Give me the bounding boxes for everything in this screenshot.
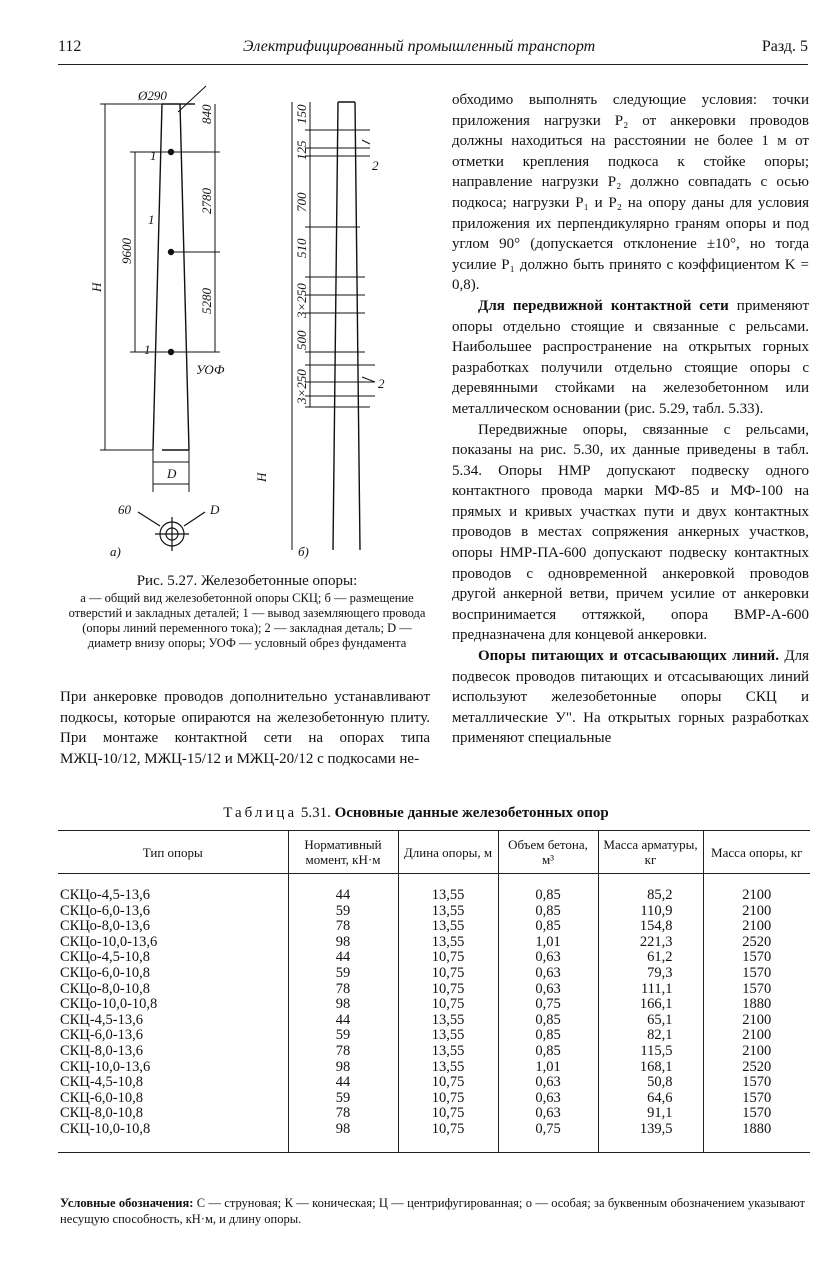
label-2-bottom: 2 xyxy=(378,376,385,391)
pole-type-cell: СКЦо-4,5-13,6 xyxy=(60,887,151,903)
label-2-top: 2 xyxy=(372,158,379,173)
table-cell: 10,75 xyxy=(398,982,498,998)
table-cell: 78 xyxy=(288,982,398,998)
table-cell: 0,63 xyxy=(498,1075,598,1091)
table-cell: 98 xyxy=(288,935,398,951)
column-header: Объем бетона, м³ xyxy=(498,831,598,874)
column-header: Тип опоры xyxy=(58,831,288,874)
table-cell: 78 xyxy=(288,919,398,935)
right-column xyxy=(452,90,809,749)
pole-type-cell: СКЦ-8,0-10,8 xyxy=(60,1105,143,1122)
table-note xyxy=(60,1195,805,1227)
table-cell: 2100 xyxy=(703,874,810,904)
table-cell: 59 xyxy=(288,1091,398,1107)
label-dim-840: 840 xyxy=(199,104,214,124)
table-cell: 139,5 xyxy=(598,1122,703,1152)
caption-body: а — общий вид железобетонной опоры СКЦ; б — размещение отверстий и закладных деталей; 1 — вывод заземляющего провода (опоры линий переменного тока); 2 — закладная деталь; D — диаметр внизу опоры; УОФ — условный обрез фундамента xyxy=(68,591,426,650)
table-cell: 154,8 xyxy=(598,919,703,935)
label-b-125: 125 xyxy=(294,140,309,160)
table-cell: 1,01 xyxy=(498,1060,598,1076)
table-cell: 65,1 xyxy=(598,1013,703,1029)
table-cell: 0,85 xyxy=(498,919,598,935)
table-cell: 111,1 xyxy=(598,982,703,998)
table-title xyxy=(0,805,832,822)
table-cell: 78 xyxy=(288,1106,398,1122)
cross-section xyxy=(138,512,205,551)
left-column xyxy=(60,687,430,769)
table-cell: 1570 xyxy=(703,950,810,966)
table-cell: 44 xyxy=(288,1013,398,1029)
pole-figure xyxy=(80,82,425,572)
table-body xyxy=(58,874,810,1153)
table-cell: 1880 xyxy=(703,997,810,1013)
table-cell: 0,63 xyxy=(498,982,598,998)
table-cell: 13,55 xyxy=(398,935,498,951)
table-cell: 1570 xyxy=(703,1091,810,1107)
table-cell: 2100 xyxy=(703,1044,810,1060)
table-cell: 1570 xyxy=(703,982,810,998)
table-cell: 13,55 xyxy=(398,919,498,935)
label-b-500: 500 xyxy=(294,330,309,350)
table-cell: 44 xyxy=(288,1075,398,1091)
running-title: Электрифицированный промышленный транспорт xyxy=(243,38,596,55)
table-cell: 0,85 xyxy=(498,1013,598,1029)
label-D-section: D xyxy=(210,502,220,517)
label-H-b: H xyxy=(254,472,269,482)
ground-point-2 xyxy=(168,249,174,255)
table-cell: 13,55 xyxy=(398,874,498,904)
label-diameter-top: Ø290 xyxy=(138,88,167,103)
table-cell: 2100 xyxy=(703,904,810,920)
table-cell: 0,75 xyxy=(498,997,598,1013)
table-row xyxy=(58,904,810,920)
table-cell: 59 xyxy=(288,1028,398,1044)
label-D-a: D xyxy=(167,466,177,481)
page-number: 112 xyxy=(58,38,82,55)
pole-type-cell: СКЦ-4,5-13,6 xyxy=(60,1011,143,1028)
table-cell: 82,1 xyxy=(598,1028,703,1044)
table-cell: 115,5 xyxy=(598,1044,703,1060)
table-cell: 2100 xyxy=(703,1028,810,1044)
table-cell: 2100 xyxy=(703,919,810,935)
table-cell: 98 xyxy=(288,997,398,1013)
caption-title: Рис. 5.27. Железобетонные опоры: xyxy=(136,573,358,589)
table-cell: 110,9 xyxy=(598,904,703,920)
table-cell: 10,75 xyxy=(398,966,498,982)
right-paragraph-4: Опоры питающих и отсасывающих линий. Для подвесок проводов питающих и отсасывающих линий используют железобетонные опоры СКЦ и металлические У". На открытых горных разработках применяют специальные xyxy=(452,648,810,747)
label-60: 60 xyxy=(118,502,131,517)
page-header xyxy=(58,38,808,60)
table-cell: 0,63 xyxy=(498,1091,598,1107)
table-cell: 0,75 xyxy=(498,1122,598,1152)
figure-b-pole xyxy=(333,102,360,550)
table-header-row xyxy=(58,831,810,874)
pole-type-cell: СКЦо-10,0-13,6 xyxy=(60,933,158,950)
label-1-top: 1 xyxy=(150,148,157,163)
table-cell: 10,75 xyxy=(398,1122,498,1152)
table-row xyxy=(58,966,810,982)
table-cell: 13,55 xyxy=(398,1060,498,1076)
table-row xyxy=(58,874,810,904)
table-cell: 59 xyxy=(288,904,398,920)
table-cell: 98 xyxy=(288,1060,398,1076)
table-cell: 13,55 xyxy=(398,904,498,920)
table-cell: 2100 xyxy=(703,1013,810,1029)
table-cell: 1570 xyxy=(703,966,810,982)
pole-type-cell: СКЦ-4,5-10,8 xyxy=(60,1074,143,1091)
section-label: Разд. 5 xyxy=(761,38,808,55)
table-cell: 10,75 xyxy=(398,950,498,966)
table-cell: 0,63 xyxy=(498,1106,598,1122)
ground-marks xyxy=(168,149,174,355)
header-rule xyxy=(58,64,808,65)
table-cell: 10,75 xyxy=(398,997,498,1013)
pole-type-cell: СКЦо-6,0-13,6 xyxy=(60,902,151,919)
table-row xyxy=(58,1091,810,1107)
pole-type-cell: СКЦ-10,0-13,6 xyxy=(60,1058,151,1075)
figure-a-pole xyxy=(153,104,195,450)
table-cell: 0,63 xyxy=(498,950,598,966)
table-cell: 1,01 xyxy=(498,935,598,951)
table-cell: 98 xyxy=(288,1122,398,1152)
pole-type-cell: СКЦо-8,0-10,8 xyxy=(60,980,151,997)
label-b-510: 510 xyxy=(294,238,309,258)
table-cell: 91,1 xyxy=(598,1106,703,1122)
label-1-mid: 1 xyxy=(148,212,155,227)
table-cell: 59 xyxy=(288,966,398,982)
label-dim-2780: 2780 xyxy=(199,188,214,214)
table-number: 5.31. xyxy=(300,805,331,821)
table-cell: 64,6 xyxy=(598,1091,703,1107)
pole-type-cell: СКЦ-10,0-10,8 xyxy=(60,1120,151,1137)
table-cell: 85,2 xyxy=(598,874,703,904)
data-table xyxy=(58,830,810,1153)
table-cell: 0,85 xyxy=(498,904,598,920)
table-cell: 168,1 xyxy=(598,1060,703,1076)
column-header: Масса опоры, кг xyxy=(703,831,810,874)
table-row xyxy=(58,1122,810,1152)
table-cell: 1880 xyxy=(703,1122,810,1152)
table-row xyxy=(58,1075,810,1091)
table-cell: 13,55 xyxy=(398,1013,498,1029)
column-header: Длина опоры, м xyxy=(398,831,498,874)
table-row xyxy=(58,935,810,951)
table-cell: 0,85 xyxy=(498,1028,598,1044)
pole-type-cell: СКЦо-6,0-10,8 xyxy=(60,964,151,981)
pole-type-cell: СКЦ-6,0-10,8 xyxy=(60,1089,143,1106)
table-row xyxy=(58,950,810,966)
table-row xyxy=(58,1013,810,1029)
table-row xyxy=(58,997,810,1013)
note-text: С — струновая; К — коническая; Ц — центрифугированная; о — особая; за буквенным обозначением указывают несущую способность, кН·м, и длину опоры. xyxy=(60,1196,805,1226)
table-cell: 0,85 xyxy=(498,1044,598,1060)
table-cell: 166,1 xyxy=(598,997,703,1013)
pole-type-cell: СКЦо-4,5-10,8 xyxy=(60,949,151,966)
column-header: Масса арматуры, кг xyxy=(598,831,703,874)
table-row xyxy=(58,1106,810,1122)
table-cell: 79,3 xyxy=(598,966,703,982)
subheading-mobile-network: Для передвижной контактной сети xyxy=(478,297,729,314)
table-cell: 2520 xyxy=(703,935,810,951)
label-dim-5280: 5280 xyxy=(199,288,214,314)
label-b-700: 700 xyxy=(294,192,309,212)
table-row xyxy=(58,1060,810,1076)
label-b: б) xyxy=(298,544,309,559)
ground-point-3 xyxy=(168,349,174,355)
pole-type-cell: СКЦо-8,0-13,6 xyxy=(60,918,151,935)
label-dim-9600: 9600 xyxy=(119,238,134,264)
label-b-150: 150 xyxy=(294,104,309,124)
table-cell: 1570 xyxy=(703,1106,810,1122)
table-row xyxy=(58,919,810,935)
table-cell: 221,3 xyxy=(598,935,703,951)
column-header: Нормативный момент, кН·м xyxy=(288,831,398,874)
left-paragraph: При анкеровке проводов дополнительно устанавливают подкосы, которые опираются на железобетонную плиту. При монтаже контактной сети на опорах типа МЖЦ-10/12, МЖЦ-15/12 и МЖЦ-20/12 с подкосами не- xyxy=(60,689,430,767)
table-cell: 13,55 xyxy=(398,1028,498,1044)
table-cell: 0,85 xyxy=(498,874,598,904)
table-cell: 0,63 xyxy=(498,966,598,982)
table-cell: 13,55 xyxy=(398,1044,498,1060)
note-label: Условные обозначения: xyxy=(60,1196,194,1210)
table-cell: 50,8 xyxy=(598,1075,703,1091)
pole-type-cell: СКЦ-6,0-13,6 xyxy=(60,1027,143,1044)
table-cell: 2520 xyxy=(703,1060,810,1076)
table-row xyxy=(58,1028,810,1044)
table-cell: 44 xyxy=(288,950,398,966)
label-uof: УОФ xyxy=(196,362,225,377)
label-b-3x250-bottom: 3×250 xyxy=(294,369,309,404)
table-cell: 10,75 xyxy=(398,1091,498,1107)
table-cell: 10,75 xyxy=(398,1075,498,1091)
label-b-3x250-top: 3×250 xyxy=(294,283,309,318)
figure-caption xyxy=(62,572,432,651)
subheading-feeder-lines: Опоры питающих и отсасывающих линий. xyxy=(478,648,779,665)
table-label: Таблица xyxy=(223,805,298,821)
pole-type-cell: СКЦо-10,0-10,8 xyxy=(60,996,158,1013)
label-1-low: 1 xyxy=(144,342,151,357)
table-cell: 78 xyxy=(288,1044,398,1060)
pole-type-cell: СКЦ-8,0-13,6 xyxy=(60,1042,143,1059)
table-cell: 1570 xyxy=(703,1075,810,1091)
table-row xyxy=(58,982,810,998)
table-heading: Основные данные железобетонных опор xyxy=(334,805,609,821)
table-cell: 44 xyxy=(288,874,398,904)
table-cell: 10,75 xyxy=(398,1106,498,1122)
right-paragraph-1: обходимо выполнять следующие условия: точки приложения нагрузки P₂ от анкеровки проводов должны находиться на расстоянии не более 1 м от отметки крепления подкоса к стойке опоры; направление нагрузки P₂ должно совпадать с осью подкоса; нагрузки P₁ и P₂ на опору даны для условия приложения их перпендикулярно граням опоры и под углом 90° (допускается отклонение ±10°, но тогда усилие P₁ должно быть принято с коэффициентом K = 0,8). xyxy=(452,92,809,294)
right-paragraph-2: Для передвижной контактной сети применяют опоры отдельно стоящие и связанные с рельсами. Наибольшее распространение на открытых горных разработках получили отдельно стоящие опоры с деревянными стойками на железобетонном или металлическом основании (рис. 5.29, табл. 5.33). xyxy=(452,297,809,417)
table-row xyxy=(58,1044,810,1060)
ground-point-1 xyxy=(168,149,174,155)
right-paragraph-3: Передвижные опоры, связанные с рельсами, показаны на рис. 5.30, их данные приведены в табл. 5.34. Опоры НМР допускают подвеску одного контактного провода марки МФ-85 и МФ-100 на прямых и кривых участках пути и двух контактных проводов в местах сопряжения анкерных участков, опоры НМР-ПА-600 допускают подвеску контактных проводов с одновременной анкеровкой проводов другой анкерной ветви, причем усилие от анкеровки воспринимается оттяжкой, опора ВМР-А-600 предназначена для концевой анкеровки. xyxy=(452,421,809,644)
label-H-a: H xyxy=(89,282,104,292)
label-a: а) xyxy=(110,544,121,559)
table-cell: 61,2 xyxy=(598,950,703,966)
